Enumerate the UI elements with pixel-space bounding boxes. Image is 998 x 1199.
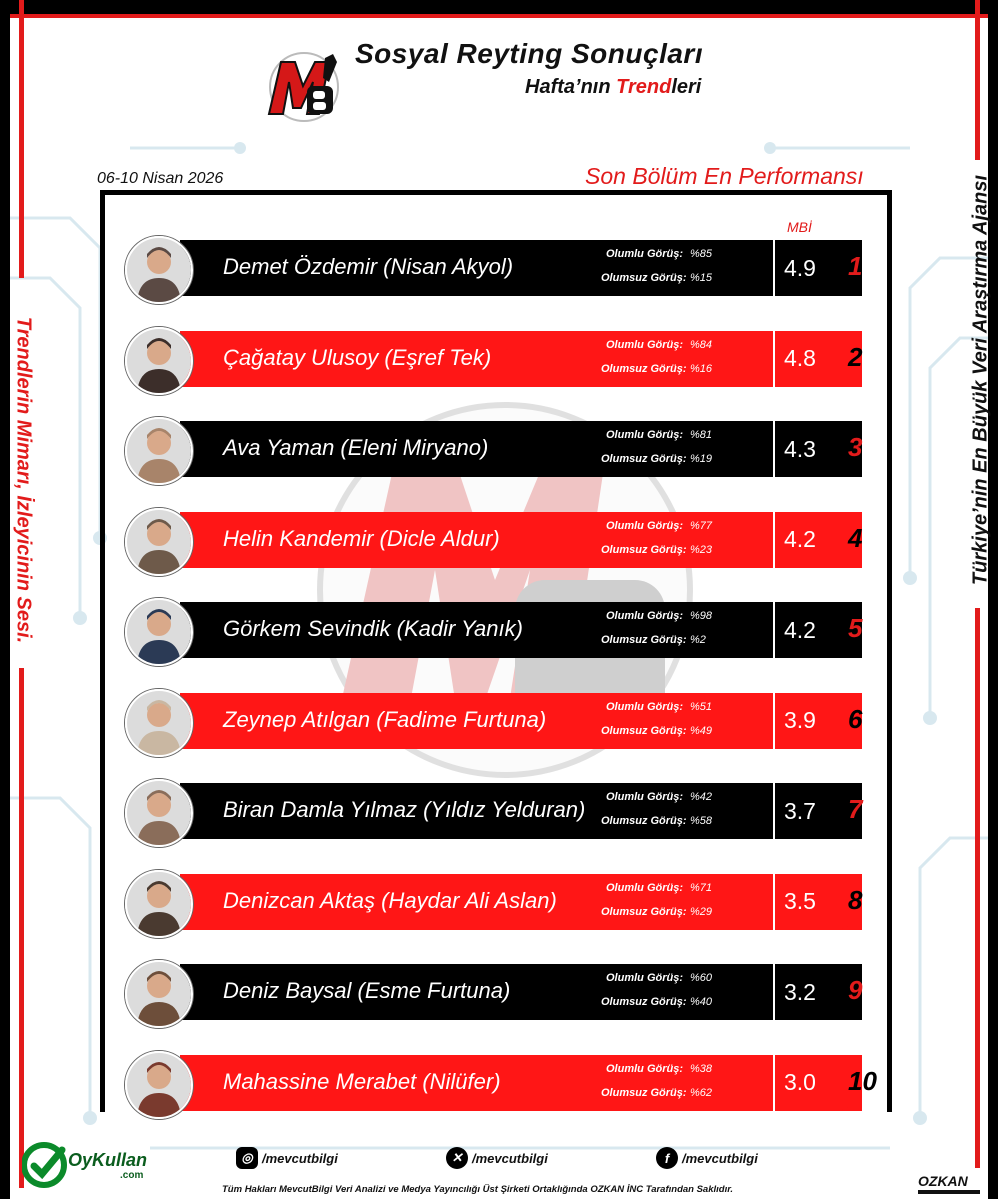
mbi-score: 4.9 [773, 240, 827, 296]
rank-number: 9 [848, 975, 863, 1005]
top-frame [0, 0, 998, 14]
negative-label: Olumsuz Görüş: [601, 905, 687, 918]
page-title: Sosyal Reyting Sonuçları [355, 38, 704, 69]
rank-number: 2 [848, 341, 863, 372]
left-frame [0, 0, 10, 1199]
mbi-score: 3.7 [773, 783, 827, 839]
instagram-text: /mevcutbilgi [262, 1150, 338, 1166]
actor-name: Helin Kandemir (Dicle Aldur) [223, 525, 500, 551]
negative-label: Olumsuz Görüş: [601, 1086, 687, 1099]
negative-label: Olumsuz Görüş: [601, 362, 687, 375]
positive-value: %60 [690, 972, 713, 984]
instagram-icon: ◎ [236, 1147, 258, 1169]
person-icon [127, 962, 191, 1026]
negative-label: Olumsuz Görüş: [601, 453, 687, 465]
actor-avatar [125, 779, 193, 847]
ranking-row [180, 421, 862, 477]
person-icon [127, 872, 191, 936]
mbi-score: 3.5 [773, 874, 827, 930]
positive-value: %81 [690, 429, 713, 441]
subtitle-prefix: Hafta’nın [525, 76, 617, 98]
negative-value: %49 [690, 724, 713, 737]
mbi-score: 3.9 [773, 693, 827, 749]
ozkan-brand: OZKAN [918, 1173, 968, 1189]
ranking-row [180, 512, 862, 568]
rank-number: 8 [848, 884, 863, 915]
right-slogan: Türkiye’nin En Büyük Veri Araştırma Ajansı [969, 174, 992, 586]
person-icon [127, 510, 191, 574]
facebook-text: /mevcutbilgi [682, 1150, 758, 1166]
section-title: Son Bölüm En Performansı [585, 163, 864, 189]
rank-number: 4 [848, 522, 863, 553]
negative-value: %16 [690, 362, 713, 375]
actor-avatar [125, 960, 193, 1028]
person-icon [127, 329, 191, 393]
mbi-score: 3.0 [773, 1055, 827, 1111]
right-accent-line-bottom [975, 608, 980, 1168]
rank-number: 10 [848, 1065, 877, 1096]
mbi-score: 4.2 [773, 512, 827, 568]
person-icon [127, 238, 191, 302]
negative-label: Olumsuz Görüş: [601, 815, 687, 827]
actor-avatar [125, 689, 193, 757]
mbi-score: 4.2 [773, 602, 827, 658]
ozkan-underline [918, 1190, 980, 1194]
actor-name: Demet Özdemir (Nisan Akyol) [223, 254, 514, 279]
positive-value: %71 [690, 881, 713, 894]
date-range: 06-10 Nisan 2026 [97, 170, 224, 187]
actor-name: Görkem Sevindik (Kadir Yanık) [223, 616, 523, 641]
subtitle-accent: Trend [616, 76, 672, 98]
person-icon [127, 781, 191, 845]
negative-value: %40 [690, 996, 713, 1008]
negative-label: Olumsuz Görüş: [601, 996, 687, 1008]
actor-name: Zeynep Atılgan (Fadime Furtuna) [223, 706, 547, 732]
left-slogan: Trendlerin Mimarı, İzleyicinin Sesi. [12, 316, 35, 644]
actor-avatar [125, 327, 193, 395]
subtitle-suffix: leri [671, 76, 702, 98]
left-accent-line-bottom [19, 668, 24, 1188]
positive-label: Olumlu Görüş: [606, 700, 683, 713]
ranking-row [180, 783, 862, 839]
ranking-row [180, 964, 862, 1020]
rank-number: 6 [848, 703, 863, 734]
positive-value: %51 [690, 700, 713, 713]
rank-number: 1 [848, 251, 863, 281]
positive-value: %85 [690, 248, 713, 260]
actor-avatar [125, 236, 193, 304]
negative-label: Olumsuz Görüş: [601, 272, 687, 284]
rank-number: 7 [848, 794, 863, 824]
rank-number: 3 [848, 432, 863, 462]
actor-avatar [125, 417, 193, 485]
check-icon [22, 1140, 72, 1190]
ranking-row [180, 874, 862, 930]
negative-label: Olumsuz Görüş: [601, 724, 687, 737]
actor-avatar [125, 1051, 193, 1119]
negative-value: %62 [690, 1086, 713, 1099]
instagram-handle[interactable] [236, 1147, 338, 1169]
actor-name: Biran Damla Yılmaz (Yıldız Yelduran) [223, 797, 586, 822]
actor-name: Çağatay Ulusoy (Eşref Tek) [223, 344, 492, 370]
ranking-row [180, 240, 862, 296]
positive-label: Olumlu Görüş: [606, 972, 683, 984]
copyright-text: Tüm Hakları MevcutBilgi Veri Analizi ve Medya Yayıncılığı Üst Şirketi Ortaklığında OZKAN İNC Tarafından Saklıdır. [222, 1184, 734, 1195]
positive-label: Olumlu Görüş: [606, 248, 683, 260]
positive-value: %98 [690, 610, 713, 622]
ranking-row [180, 602, 862, 658]
mbi-score: 3.2 [773, 964, 827, 1020]
person-icon [127, 419, 191, 483]
positive-value: %84 [690, 338, 713, 351]
page-subtitle [525, 76, 701, 99]
mbi-score: 4.3 [773, 421, 827, 477]
actor-name: Ava Yaman (Eleni Miryano) [223, 435, 489, 460]
ranking-row [180, 331, 862, 387]
negative-value: %58 [690, 815, 713, 827]
rank-number: 5 [848, 613, 863, 643]
positive-value: %38 [690, 1062, 713, 1075]
positive-label: Olumlu Görüş: [606, 610, 683, 622]
x-handle[interactable] [446, 1147, 548, 1169]
oykullan-brand: OyKullan [68, 1150, 148, 1170]
actor-name: Deniz Baysal (Esme Furtuna) [223, 978, 511, 1003]
actor-name: Mahassine Merabet (Nilüfer) [223, 1068, 501, 1094]
negative-value: %29 [690, 905, 713, 918]
person-icon [127, 1053, 191, 1117]
left-accent-line-top [19, 0, 24, 278]
x-text: /mevcutbilgi [472, 1150, 548, 1166]
actor-avatar [125, 598, 193, 666]
x-icon: ✕ [446, 1147, 468, 1169]
positive-label: Olumlu Görüş: [606, 791, 683, 803]
positive-value: %77 [690, 519, 713, 532]
positive-label: Olumlu Görüş: [606, 881, 683, 894]
mb-logo [263, 52, 345, 122]
actor-avatar [125, 508, 193, 576]
facebook-handle[interactable] [656, 1147, 758, 1169]
person-icon [127, 691, 191, 755]
negative-value: %2 [690, 634, 706, 646]
facebook-icon: f [656, 1147, 678, 1169]
positive-label: Olumlu Görüş: [606, 429, 683, 441]
positive-label: Olumlu Görüş: [606, 338, 683, 351]
score-column-label: MBİ [787, 219, 812, 235]
positive-value: %42 [690, 791, 713, 803]
positive-label: Olumlu Görüş: [606, 1062, 683, 1075]
right-accent-line-top [975, 0, 980, 160]
ranking-row [180, 1055, 877, 1111]
negative-label: Olumsuz Görüş: [601, 543, 687, 556]
positive-label: Olumlu Görüş: [606, 519, 683, 532]
ranking-row [180, 693, 862, 749]
negative-value: %19 [690, 453, 713, 465]
negative-value: %23 [690, 543, 713, 556]
actor-name: Denizcan Aktaş (Haydar Ali Aslan) [223, 887, 557, 913]
mbi-score: 4.8 [773, 331, 827, 387]
oykullan-domain: .com [120, 1170, 144, 1181]
actor-avatar [125, 870, 193, 938]
negative-label: Olumsuz Görüş: [601, 634, 687, 646]
negative-value: %15 [690, 272, 713, 284]
person-icon [127, 600, 191, 664]
